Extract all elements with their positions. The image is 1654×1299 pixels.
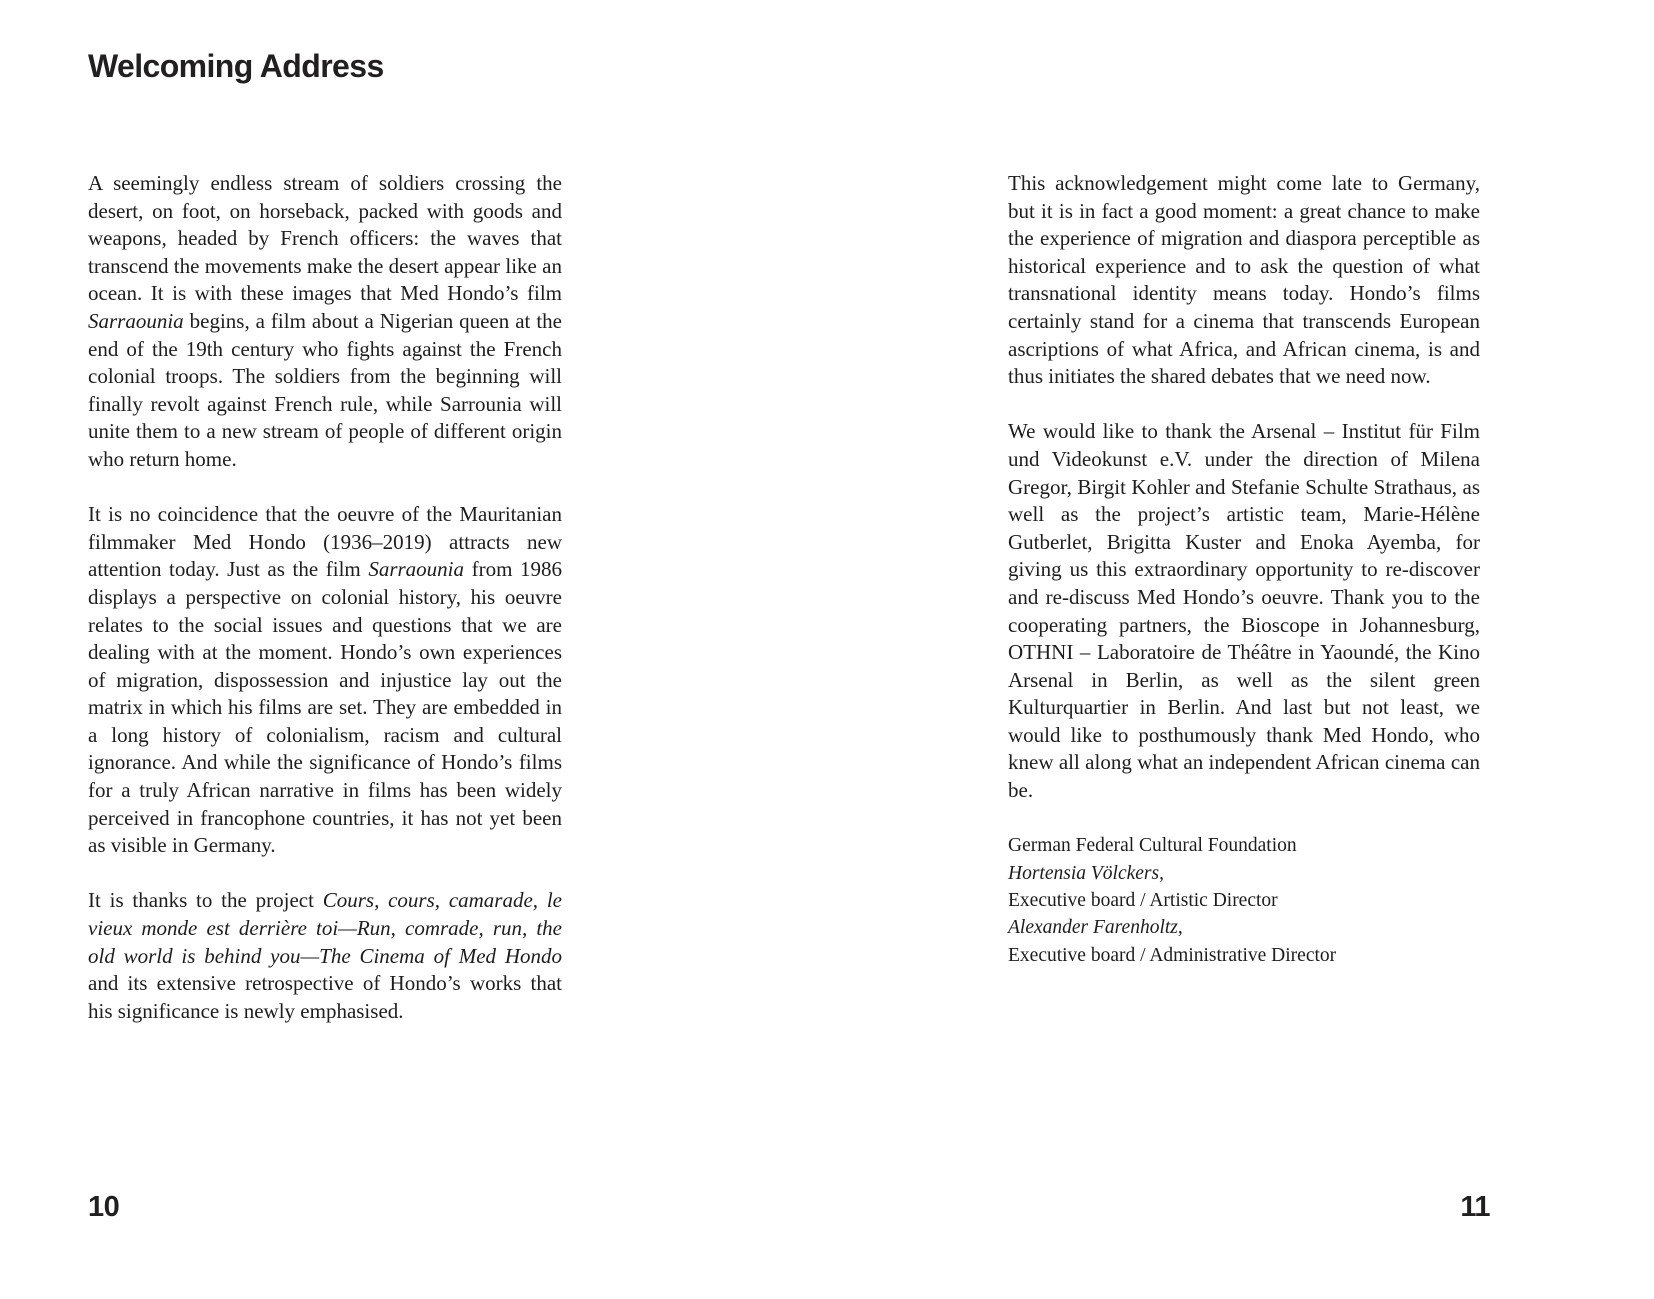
text-run: A seemingly endless stream of soldiers crossing the desert, on foot, on horseback, packed with goods and weapons, headed by French officers: the waves that transcend the movements make the desert appear like an ocean. It is with these images that Med Hondo’s film <box>88 171 562 306</box>
italic-text-run: Alexander Farenholtz <box>1008 917 1178 939</box>
paragraph <box>1008 170 1480 391</box>
paragraph <box>1008 418 1480 804</box>
paragraph <box>88 501 562 860</box>
italic-text-run: Sarraounia <box>88 308 184 333</box>
text-run: , <box>1177 917 1183 939</box>
right-text-column <box>1008 170 1480 969</box>
text-run: We would like to thank the Arsenal – Institut für Film und Videokunst e.V. under the direction of Milena Gregor, Birgit Kohler and Stefanie Schulte Strathaus, as well as the project’s artistic team, Marie-Hélène Gutberlet, Brigitta Kuster and Enoka Ayemba, for giving us this extraordinary opportunity to re-discover and re-discuss Med Hondo’s oeuvre. Thank you to the cooperating partners, the Bioscope in Johannesburg, OTHNI – Laboratoire de Théâtre in Yaoundé, the Kino Arsenal in Berlin, as well as the silent green Kulturquartier in Berlin. And last but not least, we would like to posthumously thank Med Hondo, who knew all along what an independent African cinema can be. <box>1008 419 1480 803</box>
text-run: Executive board / Artistic Director <box>1008 890 1278 912</box>
text-run: Executive board / Administrative Director <box>1008 944 1337 966</box>
italic-text-run: Hortensia Völckers <box>1008 862 1160 884</box>
signature-line <box>1008 832 1480 859</box>
text-run: German Federal Cultural Foundation <box>1008 835 1297 857</box>
italic-text-run: Cours, cours, camarade, le vieux monde est derrière toi—Run, comrade, run, the old world is behind you—The Cinema of Med Hondo <box>88 888 562 968</box>
text-run: from 1986 displays a perspective on colonial history, his oeuvre relates to the social issues and questions that we are dealing with at the moment. Hondo’s own experiences of migration, dispossession and injustice lay out the matrix in which his films are set. They are embedded in a long history of colonialism, racism and cultural ignorance. And while the significance of Hondo’s films for a truly African narrative in films has been widely perceived in francophone countries, it has not yet been as visible in Germany. <box>88 557 562 858</box>
page-number-right: 11 <box>1460 1191 1490 1223</box>
text-run: begins, a film about a Nigerian queen at the end of the 19th century who fights against the French colonial troops. The soldiers from the beginning will finally revolt against French rule, while Sarrounia will unite them to a new stream of people of different origin who return home. <box>88 308 562 471</box>
page-title: Welcoming Address <box>88 48 384 84</box>
italic-text-run: Sarraounia <box>368 557 465 582</box>
text-run: It is thanks to the project <box>88 888 323 913</box>
signature-line <box>1008 914 1480 941</box>
right-column-paragraphs <box>1008 170 1480 805</box>
paragraph <box>88 170 562 474</box>
text-run: This acknowledgement might come late to Germany, but it is in fact a good moment: a great chance to make the experience of migration and diaspora perceptible as historical experience and to ask the question of what transnational identity means today. Hondo’s films certainly stand for a cinema that transcends European ascriptions of what Africa, and African cinema, is and thus initiates the shared debates that we need now. <box>1008 171 1480 389</box>
signature-block <box>1008 832 1480 969</box>
signature-line <box>1008 887 1480 914</box>
text-run: and its extensive retrospective of Hondo’s works that his significance is newly emphasised. <box>88 971 562 1023</box>
signature-line <box>1008 860 1480 887</box>
signature-line <box>1008 942 1480 969</box>
text-run: , <box>1159 862 1164 884</box>
paragraph <box>88 887 562 1025</box>
text-run: It is no coincidence that the oeuvre of the Mauritanian filmmaker Med Hondo (1936–2019) attracts new attention today. Just as the film <box>88 502 562 582</box>
page-number-left: 10 <box>88 1191 120 1223</box>
left-text-column <box>88 170 562 1053</box>
